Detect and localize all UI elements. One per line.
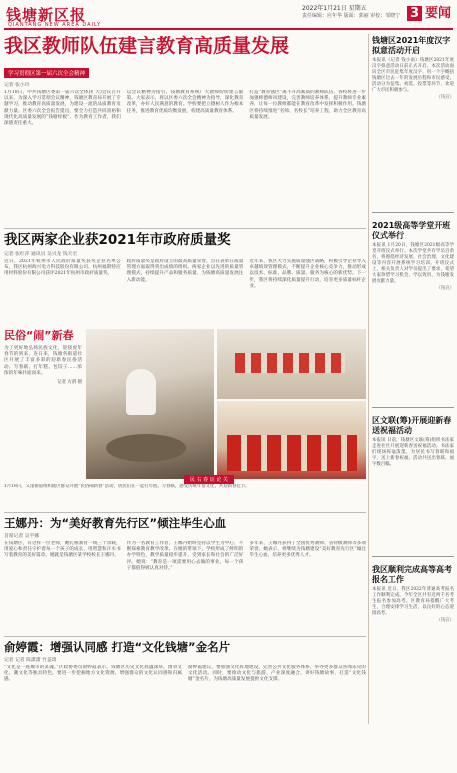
photo-credit: 记者 方渭 摄 bbox=[57, 380, 82, 386]
brief-text: 本报讯（记者 钱小雨）钱塘区2021年度汉字拟意活动日前正式开启。本次活动面向全区市民征集年度汉字，用一个字概括钱塘区过去一年的发展历程和市民感受。活动分为征集、初选、投票等环节，欢迎广大市民积极参与。 bbox=[372, 58, 454, 93]
brief-title: 区文联(筹)开展迎新春送祝福活动 bbox=[372, 416, 452, 435]
page-number: 3 bbox=[407, 6, 422, 21]
paragraph: 1月18日，中共钱塘区委第一届六次全体(扩大)会议召开以来，为深入学习贯彻会议精神，钱塘区教育局开展了专题学习，推动教育高质量发展，为建设一流的品质教育贡献力量。区委六次全会报告提出，要全力打造共同富裕和现代化高质量发展的“钱塘样板”。作为教育工作者，我们深感责任重大。 bbox=[4, 90, 121, 127]
divider bbox=[372, 212, 454, 213]
brief-item bbox=[372, 412, 454, 552]
photo-children-row bbox=[235, 353, 345, 373]
byline: 首席记者 吴平娜 bbox=[4, 534, 40, 539]
article-quality-award bbox=[4, 232, 366, 325]
feature-photo-kids-top bbox=[217, 329, 366, 399]
headline: 俞婷霞：增强认同感 打造“文化钱塘”金名片 bbox=[4, 640, 231, 654]
brief-item bbox=[372, 217, 454, 403]
masthead bbox=[0, 0, 457, 30]
paragraph: 近日，2021年杭州市人民政府质量奖获奖企业名单公布。我区杭州海兴电力科技股份有限公司、杭州福斯特应用材料股份有限公司获评2021年杭州市政府质量奖。 bbox=[4, 259, 121, 277]
main-column bbox=[4, 32, 366, 773]
brief-title: 2021级高等学堂开班仪式举行 bbox=[372, 221, 451, 240]
newspaper-logo: 钱塘新区报 bbox=[6, 6, 87, 24]
brief-title: 钱塘区2021年度汉字拟意活动开启 bbox=[372, 36, 451, 55]
paragraph: 打造“教育强区”离不开高素质的教师队伍。各校将进一步加强师德师风建设，完善教师培养体系，提升教师专业素养，让每一位教师都能在教育改革中发挥积极作用。钱塘区将持续推进“名师、名校长”培养工程，助力全区教育高质量发展。 bbox=[249, 90, 366, 120]
paragraph: 政府质量奖是政府设立的最高质量荣誉，旨在表彰在质量管理方面取得突出成绩的组织。两家企业以先进的质量管理模式，持续提升产品和服务质量，为钱塘高质量发展注入新动能。 bbox=[126, 259, 244, 283]
byline: 记者 张红萍 通讯员 吴兴龙 钱天宏 bbox=[4, 252, 78, 257]
brief-source: （钱宣） bbox=[436, 618, 454, 623]
topic-banner: 学习贯彻区第一届六次全会精神 bbox=[4, 68, 89, 78]
divider bbox=[372, 556, 454, 557]
issue-date: 2022年1月21日 星期五 bbox=[302, 5, 367, 12]
brief-source: （钱宣） bbox=[436, 286, 454, 291]
article-wang-nadan bbox=[4, 516, 366, 633]
column-divider bbox=[368, 34, 369, 724]
feature-textbox bbox=[4, 329, 82, 386]
brief-text: 本报讯 近日，我区2022年普通高考报名工作顺利完成。今年全区共有近两千名考生报名参加高考。区教育局提醒广大考生，合理安排学习生活，以良好的心态迎接高考。 bbox=[372, 587, 454, 616]
feature-banner: 民 右 春 证 论 关 bbox=[184, 475, 234, 484]
side-column bbox=[372, 32, 454, 721]
photo-children-group bbox=[227, 435, 357, 471]
divider bbox=[4, 636, 366, 637]
brief-text: 本报讯 1月20日，钱塘区2021级高等学堂开班仪式举行。本次学堂共有学员百余名，将围绕经济发展、社会治理、文化建设等内容开展系统学习培训。开班仪式上，相关负责人对学员提出了要求，希望大家珍惜学习机会，学以致用，为钱塘发展贡献力量。 bbox=[372, 243, 454, 284]
brief-item bbox=[372, 32, 454, 208]
feature-title: 民俗“闹”新春 bbox=[4, 329, 74, 342]
brief-item bbox=[372, 561, 454, 721]
paragraph: 近年来，我区大力实施质量强区战略，积极引导企业导入卓越绩效管理模式，不断提升企业核心竞争力，推动形成以技术、标准、品牌、质量、服务为核心的新优势。下一步，我区将持续深化质量提升行动，培育更多质量标杆企业。 bbox=[249, 259, 366, 289]
photo-caption: 1月18日，义蓬街道组织辖区群众开展“民俗闹新春”活动，居民们在一起打年糕、写春联，感受传统年俗文化，共迎新春佳节。 bbox=[4, 484, 250, 489]
byline: 记者 张小玲 bbox=[4, 83, 30, 88]
paragraph: 在钱塘区，有这样一位老师，她扎根教育一线三十余载，用爱心和责任守护着每一个孩子的成长，用智慧和汗水书写着教育的美好篇章。她就是钱塘区某学校校长王娜丹。 bbox=[4, 541, 121, 559]
paragraph: “文化是一座城市的灵魂。”区政协委员俞婷霞表示，钱塘区历史文化底蕴深厚，围垦文化、潮文化等独具特色。要进一步挖掘地方文化资源，增强群众的文化认同感和归属感。 bbox=[4, 665, 182, 683]
feature-photo-kids-bottom bbox=[217, 401, 366, 479]
paragraph: 以会议精神为指引，钱塘教育系统广大教师纷纷建言献策。大家表示，将以区委六次全会精神为指导，深化教育改革，办好人民满意的教育。学校要把立德树人作为根本任务，推进教育优质均衡发展，构建高质量教育体系。 bbox=[126, 90, 244, 114]
feature-photo-block bbox=[4, 329, 366, 509]
divider bbox=[372, 407, 454, 408]
brief-text: 本报讯 日前，钱塘区文联(筹)组织书法家走进社区开展迎新春送祝福活动。书法家们现场挥毫泼墨，为居民书写春联和福字，送上新春祝福。活动共送出春联、福字数百幅。 bbox=[372, 438, 454, 467]
editor-line: 责任编辑：应年华 版面：郭丽 审校：邹晓宁 bbox=[302, 13, 401, 19]
page-section-name: 要闻 bbox=[424, 6, 451, 21]
brief-source: （钱宣） bbox=[436, 95, 454, 100]
photo-stone-mortar bbox=[106, 434, 186, 462]
brief-title: 我区顺利完成高等高考报名工作 bbox=[372, 565, 452, 584]
divider bbox=[4, 228, 366, 229]
divider bbox=[4, 512, 366, 513]
feature-photo-pounding-rice-cake bbox=[86, 329, 214, 479]
headline: 王娜丹：为“美好教育先行区”倾注毕生心血 bbox=[4, 516, 227, 530]
article-teachers bbox=[4, 34, 366, 225]
page-indicator bbox=[407, 2, 451, 21]
headline: 我区两家企业获2021年市政府质量奖 bbox=[4, 232, 231, 248]
article-yu-tingxia bbox=[4, 640, 366, 773]
paragraph: 多年来，王娜丹获得了全国优秀教师、省特级教师等多项荣誉。她表示，将继续为钱塘建设“美好教育先行区”倾注毕生心血，培养更多优秀人才。 bbox=[249, 541, 366, 559]
paragraph: 作为一名教育工作者，王娜丹始终坚持以学生为中心，不断探索教育教学改革。在她的带领下，学校形成了鲜明的办学特色，教学质量稳步提升，受到家长和社会的广泛好评。她说：“教育是一项需要用心去做的事业，每一个孩子都值得被认真对待。” bbox=[126, 541, 244, 571]
feature-text: 为了更好地弘扬民族文化，迎接虎年春节的到来，连日来，钱塘各街道社区开展了丰富多彩的迎新春民俗活动。写春联、打年糕、包饺子……浓浓的年味扑面而来。 bbox=[4, 346, 82, 376]
masthead-rule bbox=[4, 28, 453, 30]
headline: 我区教师队伍建言教育高质量发展 bbox=[4, 35, 290, 57]
photo-person-figure bbox=[126, 369, 156, 415]
newspaper-logo-subtitle: QIANTANG NEW AREA DAILY bbox=[8, 22, 102, 28]
byline: 记者 记者 陈潇潇 竹盖琦 bbox=[4, 658, 57, 663]
paragraph: 俞婷霞建议，要加强文化阵地建设，完善公共文化服务体系，举办更多群众喜闻乐见的文化活动。同时，要推动文化与旅游、产业深度融合，讲好钱塘故事，打造“文化钱塘”金名片，为钱塘高质量发展提供文化支撑。 bbox=[188, 665, 366, 683]
